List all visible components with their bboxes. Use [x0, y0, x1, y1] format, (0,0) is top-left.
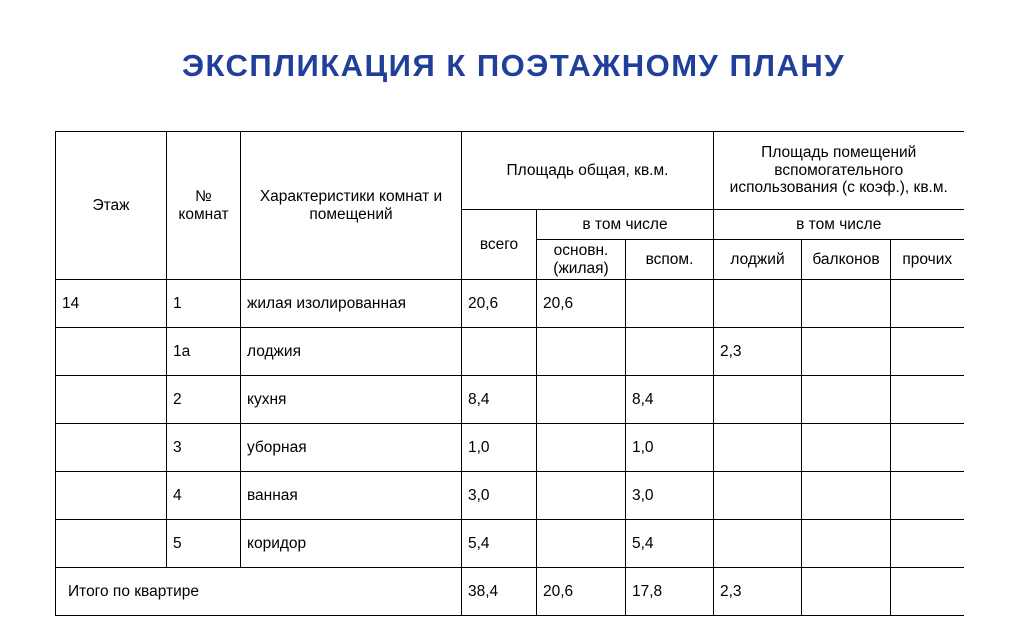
header-characteristics: Характеристики комнат и помещений: [241, 132, 462, 280]
table-row: [56, 520, 964, 568]
cell-room: 2: [167, 376, 241, 424]
cell-balcony: [802, 520, 891, 568]
table-row: [56, 376, 964, 424]
cell-other: [891, 328, 964, 376]
cell-main: [537, 520, 626, 568]
cell-name: жилая изолированная: [241, 280, 462, 328]
cell-name: кухня: [241, 376, 462, 424]
page-title: ЭКСПЛИКАЦИЯ К ПОЭТАЖНОМУ ПЛАНУ: [181, 48, 846, 83]
cell-balcony: [802, 328, 891, 376]
header-including-total: в том числе: [537, 210, 714, 240]
cell-main: [537, 376, 626, 424]
cell-aux: [626, 280, 714, 328]
header-aux-area: Площадь помещений вспомогательного использования (с коэф.), кв.м.: [714, 132, 964, 210]
cell-aux: 5,4: [626, 520, 714, 568]
total-label: Итого по квартире: [56, 568, 462, 616]
cell-floor: [56, 520, 167, 568]
cell-floor: [56, 424, 167, 472]
total-all: 38,4: [462, 568, 537, 616]
cell-all: 8,4: [462, 376, 537, 424]
cell-name: ванная: [241, 472, 462, 520]
header-row-1: [56, 132, 964, 210]
cell-loggia: [714, 280, 802, 328]
cell-room: 4: [167, 472, 241, 520]
cell-all: [462, 328, 537, 376]
cell-other: [891, 520, 964, 568]
cell-main: [537, 328, 626, 376]
cell-balcony: [802, 424, 891, 472]
header-all: всего: [462, 210, 537, 280]
cell-all: 3,0: [462, 472, 537, 520]
header-main-living: основн. (жилая): [537, 240, 626, 280]
header-total-area: Площадь общая, кв.м.: [462, 132, 714, 210]
total-balcony: [802, 568, 891, 616]
cell-all: 1,0: [462, 424, 537, 472]
header-including-aux: в том числе: [714, 210, 964, 240]
header-floor: Этаж: [56, 132, 167, 280]
header-room-no: № комнат: [167, 132, 241, 280]
total-main: 20,6: [537, 568, 626, 616]
header-other: прочих: [891, 240, 964, 280]
cell-main: [537, 424, 626, 472]
cell-name: коридор: [241, 520, 462, 568]
cell-aux: 8,4: [626, 376, 714, 424]
cell-loggia: [714, 472, 802, 520]
cell-balcony: [802, 280, 891, 328]
cell-aux: 3,0: [626, 472, 714, 520]
header-loggias: лоджий: [714, 240, 802, 280]
cell-floor: 14: [56, 280, 167, 328]
cell-loggia: [714, 520, 802, 568]
cell-loggia: 2,3: [714, 328, 802, 376]
cell-loggia: [714, 424, 802, 472]
table-row: [56, 472, 964, 520]
cell-balcony: [802, 376, 891, 424]
total-row: [56, 568, 964, 616]
cell-all: 20,6: [462, 280, 537, 328]
cell-floor: [56, 328, 167, 376]
cell-room: 5: [167, 520, 241, 568]
header-auxiliary: вспом.: [626, 240, 714, 280]
table-row: [56, 280, 964, 328]
total-aux: 17,8: [626, 568, 714, 616]
cell-loggia: [714, 376, 802, 424]
total-loggia: 2,3: [714, 568, 802, 616]
cell-balcony: [802, 472, 891, 520]
total-other: [891, 568, 964, 616]
cell-name: уборная: [241, 424, 462, 472]
cell-other: [891, 280, 964, 328]
explication-table: [55, 131, 964, 616]
header-balconies: балконов: [802, 240, 891, 280]
cell-floor: [56, 472, 167, 520]
cell-other: [891, 376, 964, 424]
cell-other: [891, 472, 964, 520]
cell-other: [891, 424, 964, 472]
cell-room: 3: [167, 424, 241, 472]
cell-floor: [56, 376, 167, 424]
cell-main: [537, 472, 626, 520]
cell-main: 20,6: [537, 280, 626, 328]
cell-room: 1: [167, 280, 241, 328]
table-row: [56, 424, 964, 472]
cell-aux: [626, 328, 714, 376]
cell-room: 1а: [167, 328, 241, 376]
cell-aux: 1,0: [626, 424, 714, 472]
cell-all: 5,4: [462, 520, 537, 568]
cell-name: лоджия: [241, 328, 462, 376]
table-row: [56, 328, 964, 376]
